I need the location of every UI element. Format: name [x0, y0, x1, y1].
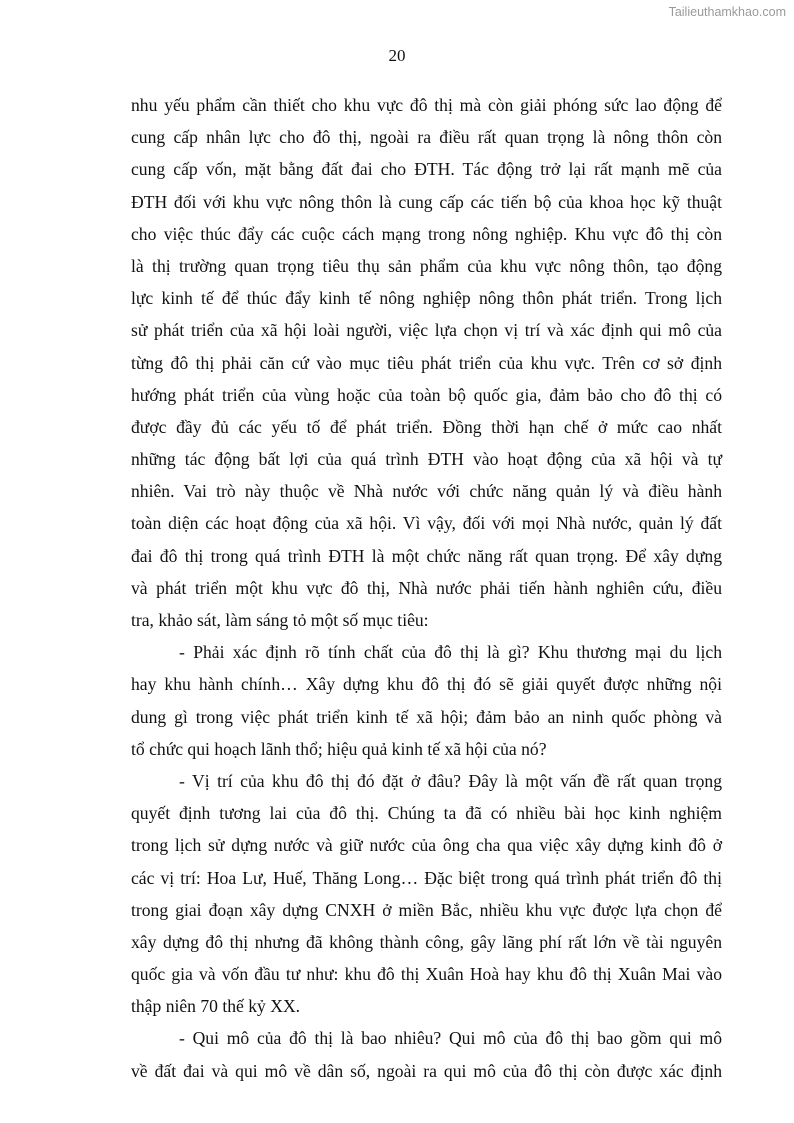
text-line: lực kinh tế để thúc đẩy kinh tế nông nghiệp nông thôn phát triển. Trong lịch	[131, 288, 722, 309]
text-line: - Phải xác định rõ tính chất của đô thị là gì? Khu thương mại du lịch	[179, 642, 722, 663]
text-line: và phát triển một khu vực đô thị, Nhà nước phải tiến hành nghiên cứu, điều	[131, 577, 722, 598]
text-line: ĐTH đối với khu vực nông thôn là cung cấp các tiến bộ của khoa học kỹ thuật	[131, 191, 722, 212]
text-line: trong giai đoạn xây dựng CNXH ở miền Bắc, nhiều khu vực được lựa chọn để	[131, 899, 722, 920]
text-line: xây dựng đô thị nhưng đã không thành công, gây lãng phí rất lớn về tài nguyên	[131, 931, 722, 952]
text-line: thập niên 70 thế kỷ XX.	[131, 996, 301, 1017]
page-number: 20	[388, 46, 406, 65]
text-line: được đầy đủ các yếu tố để phát triển. Đồng thời hạn chế ở mức cao nhất	[131, 416, 722, 437]
text-line: sử phát triển của xã hội loài người, việc lựa chọn vị trí và xác định qui mô của	[131, 320, 722, 341]
text-line: cung cấp nhân lực cho đô thị, ngoài ra điều rất quan trọng là nông thôn còn	[131, 127, 722, 148]
text-line: tổ chức qui hoạch lãnh thổ; hiệu quả kinh tế xã hội của nó?	[131, 738, 547, 759]
text-line: toàn diện các hoạt động của xã hội. Vì vậy, đối với mọi Nhà nước, quản lý đất	[131, 513, 722, 534]
paragraph	[131, 1026, 722, 1090]
paragraph	[131, 640, 722, 769]
text-line: từng đô thị phải căn cứ vào mục tiêu phát triển của khu vực. Trên cơ sở định	[131, 352, 722, 373]
text-line: những tác động bất lợi của quá trình ĐTH vào hoạt động của xã hội và tự	[131, 449, 722, 470]
watermark: Tailieuthamkhao.com	[668, 5, 786, 19]
text-line: nhiên. Vai trò này thuộc về Nhà nước với chức năng quản lý và điều hành	[131, 481, 722, 502]
text-line: - Vị trí của khu đô thị đó đặt ở đâu? Đây là một vấn đề rất quan trọng	[179, 770, 722, 791]
text-line: nhu yếu phẩm cần thiết cho khu vực đô thị mà còn giải phóng sức lao động để	[131, 95, 722, 115]
text-line: hay khu hành chính… Xây dựng khu đô thị đó sẽ giải quyết được những nội	[131, 674, 722, 695]
paragraph	[131, 93, 722, 640]
text-line: cho việc thúc đẩy các cuộc cách mạng trong nông nghiệp. Khu vực đô thị còn	[131, 223, 722, 244]
paragraph	[131, 769, 722, 1027]
text-line: các vị trí: Hoa Lư, Huế, Thăng Long… Đặc biệt trong quá trình phát triển đô thị	[131, 867, 722, 888]
text-line: trong lịch sử dựng nước và giữ nước của ông cha qua việc xây dựng kinh đô ở	[131, 835, 722, 856]
text-line: - Qui mô của đô thị là bao nhiêu? Qui mô của đô thị bao gồm qui mô	[179, 1028, 722, 1049]
text-line: đai đô thị trong quá trình ĐTH là một chức năng rất quan trọng. Để xây dựng	[131, 545, 722, 566]
text-line: cung cấp vốn, mặt bằng đất đai cho ĐTH. Tác động trở lại rất mạnh mẽ của	[131, 159, 722, 180]
text-line: dung gì trong việc phát triển kinh tế xã hội; đảm bảo an ninh quốc phòng và	[131, 706, 722, 727]
text-line: quốc gia và vốn đầu tư như: khu đô thị Xuân Hoà hay khu đô thị Xuân Mai vào	[131, 964, 722, 985]
text-line: là thị trường quan trọng tiêu thụ sản phẩm của khu vực nông thôn, tạo động	[131, 255, 722, 276]
text-line: hướng phát triển của vùng hoặc của toàn bộ quốc gia, đảm bảo cho đô thị có	[131, 384, 722, 405]
text-line: quyết định tương lai của đô thị. Chúng ta đã có nhiều bài học kinh nghiệm	[131, 803, 722, 824]
text-line: tra, khảo sát, làm sáng tỏ một số mục tiêu:	[131, 610, 429, 630]
document-body	[131, 93, 722, 1091]
text-line: về đất đai và qui mô về dân số, ngoài ra qui mô của đô thị còn được xác định	[131, 1060, 722, 1081]
